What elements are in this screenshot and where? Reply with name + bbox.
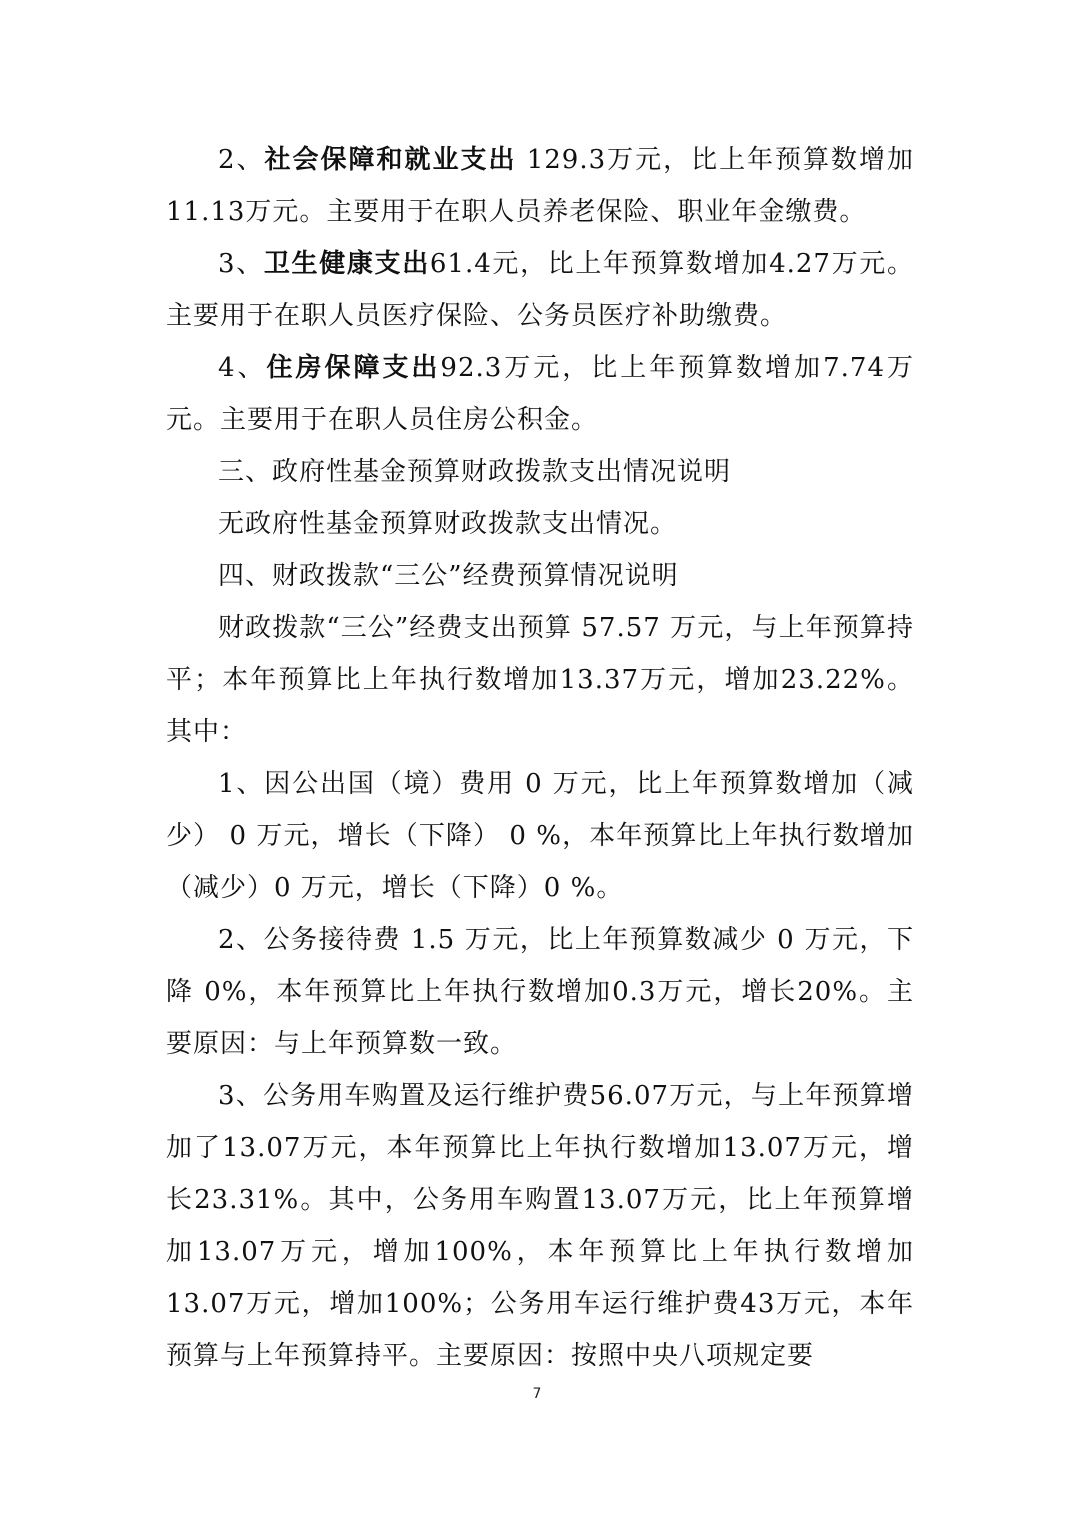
body-text: [166, 134, 914, 1382]
item-text: 92.3万元，比上年预算数增加7.74万元。主要用于在职人员住房公积金。: [166, 353, 914, 435]
page-number: 7: [532, 1386, 542, 1402]
item-heading: 住房保障支出: [266, 353, 441, 383]
paragraph-overseas-travel: 1、因公出国（境）费用 0 万元，比上年预算数增加（减少） 0 万元，增长（下降） 0 %，本年预算比上年执行数增加（减少）0 万元，增长（下降）0 %。: [166, 769, 914, 903]
paragraph-social-security: [166, 134, 914, 238]
paragraph-no-government-fund: 无政府性基金预算财政拨款支出情况。: [218, 509, 678, 539]
paragraph-three-public-total: 财政拨款“三公”经费支出预算 57.57 万元，与上年预算持平；本年预算比上年执行数增加13.37万元，增加23.22%。其中：: [166, 613, 914, 747]
item-prefix: 2、: [218, 145, 265, 175]
item-text: 61.4元，比上年预算数增加4.27万元。主要用于在职人员医疗保险、公务员医疗补助缴费。: [166, 249, 914, 331]
paragraph-housing: [166, 342, 914, 446]
item-heading: 卫生健康支出: [263, 249, 430, 279]
paragraph-reception: 2、公务接待费 1.5 万元，比上年预算数减少 0 万元，下降 0%，本年预算比上年执行数增加0.3万元，增长20%。主要原因：与上年预算数一致。: [166, 925, 914, 1059]
item-prefix: 3、: [218, 249, 264, 279]
item-prefix: 4、: [218, 353, 267, 383]
section-heading-government-fund: 三、政府性基金预算财政拨款支出情况说明: [218, 457, 732, 487]
paragraph-vehicles: 3、公务用车购置及运行维护费56.07万元，与上年预算增加了13.07万元，本年预算比上年执行数增加13.07万元，增长23.31%。其中，公务用车购置13.07万元，比上年预算增加13.07万元，增加100%，本年预算比上年执行数增加13.07万元，增加100%；公务用车运行维护费43万元，本年预算与上年预算持平。主要原因：按照中央八项规定要: [166, 1081, 914, 1371]
item-heading: 社会保障和就业支出: [264, 145, 517, 175]
paragraph-health: [166, 238, 914, 342]
item-text: 129.3万元，比上年预算数增加11.13万元。主要用于在职人员养老保险、职业年金缴费。: [166, 145, 914, 227]
section-heading-three-public: 四、财政拨款“三公”经费预算情况说明: [218, 561, 679, 591]
